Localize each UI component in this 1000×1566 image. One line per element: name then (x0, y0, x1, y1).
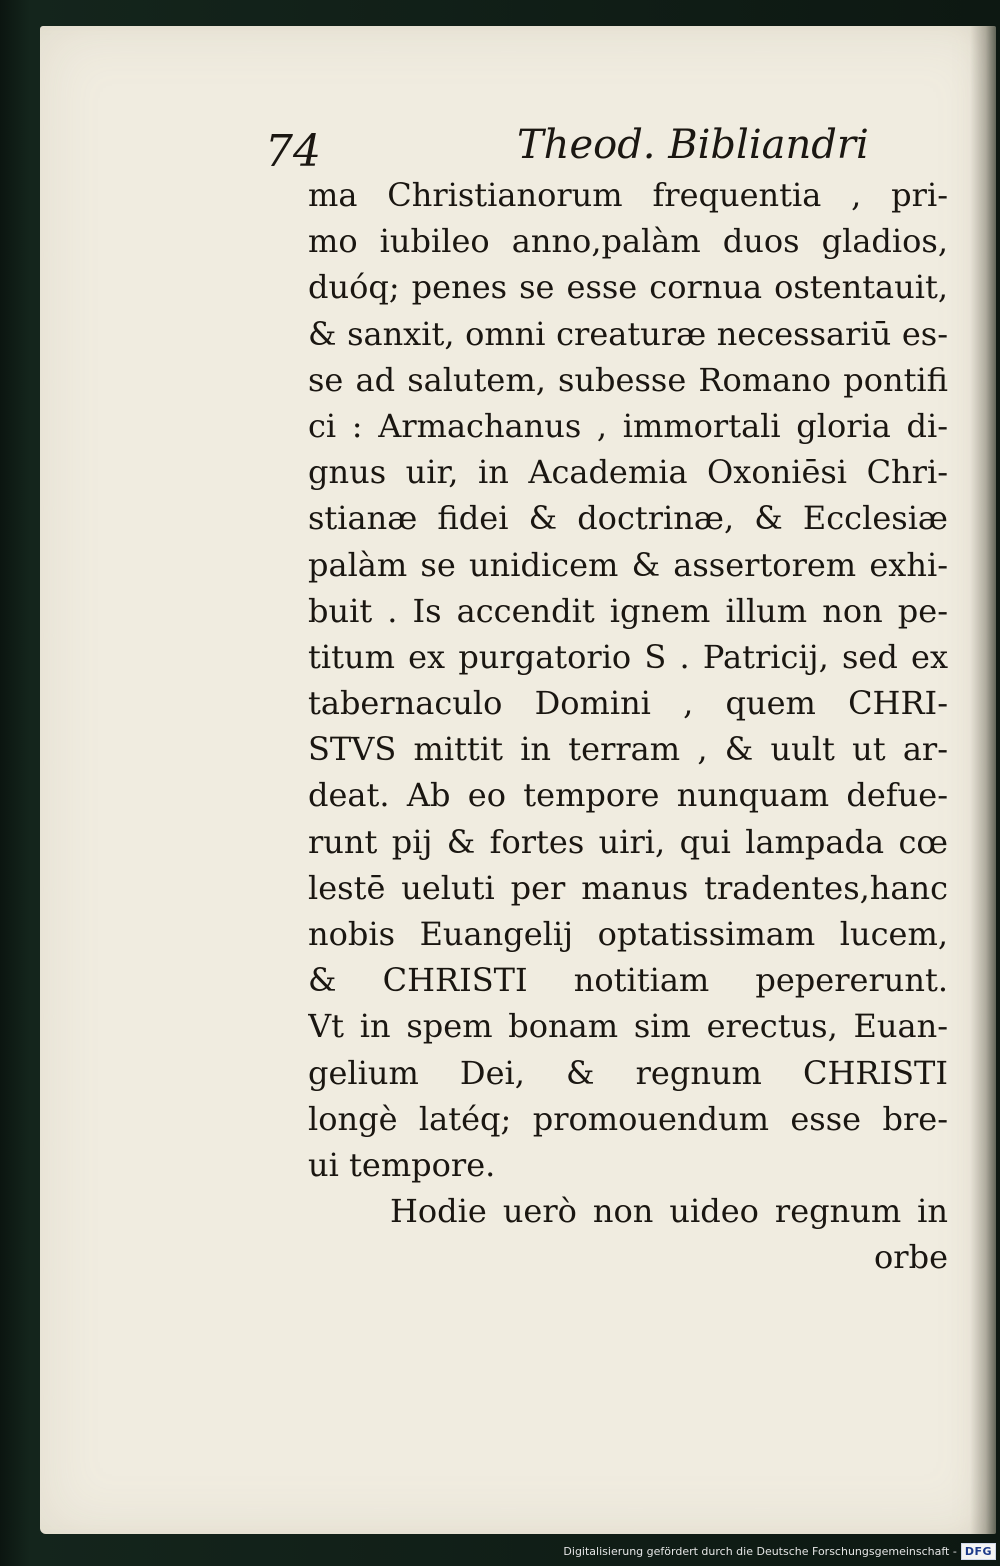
text-line: nobis Euangelij optatissimam lucem, (308, 915, 948, 953)
text-line: ma Christianorum frequentia , pri- (308, 176, 948, 214)
text-line: runt pij & fortes uiri, qui lampada cœ (308, 822, 948, 861)
text-line: buit . Is accendit ignem illum non pe- (308, 591, 948, 630)
text-line: se ad salutem, subesse Romano pontifi (308, 360, 948, 399)
text-line: ui tempore. (308, 1145, 496, 1184)
text-line: tabernaculo Domini , quem CHRI- (308, 684, 948, 723)
text-line: Vt in spem bonam sim erectus, Euan- (308, 1007, 948, 1046)
text-line: palàm se unidicem & assertorem exhi- (308, 545, 948, 584)
text-block (308, 172, 948, 1281)
text-line: duóq; penes se esse cornua ostentauit, (308, 268, 948, 307)
text-line: deat. Ab eo tempore nunquam defue- (308, 776, 948, 815)
dfg-logo-icon: DFG (961, 1543, 996, 1560)
text-line: longè latéq; promouendum esse bre- (308, 1099, 948, 1138)
text-line: STVS mittit in terram , & uult ut ar- (308, 730, 948, 769)
running-head: Theod. Bibliandri (517, 122, 869, 168)
text-line: lestē ueluti per manus tradentes,hanc (308, 868, 948, 907)
funding-credit: Digitalisierung gefördert durch die Deutsche Forschungsgemeinschaft - (563, 1544, 957, 1558)
text-line: ci : Armachanus , immortali gloria di- (308, 406, 948, 445)
text-line: & CHRISTI notitiam pepererunt. (308, 961, 948, 1000)
paragraph-start-line: Hodie uerò non uideo regnum in (390, 1192, 948, 1231)
text-line: & sanxit, omni creaturæ necessariū es- (308, 314, 948, 353)
text-line: gelium Dei, & regnum CHRISTI (308, 1053, 948, 1092)
page-gutter-shadow (970, 26, 996, 1534)
page-number: 74 (265, 126, 321, 177)
text-line: stianæ fidei & doctrinæ, & Ecclesiæ (308, 499, 948, 538)
digitization-footer (563, 1538, 996, 1564)
text-line: mo iubileo anno,palàm duos gladios, (308, 222, 948, 261)
text-line: gnus uir, in Academia Oxoniēsi Chri- (308, 453, 948, 492)
page-header (265, 118, 869, 178)
catchword: orbe (874, 1238, 948, 1277)
text-line: titum ex purgatorio S . Patricij, sed ex (308, 637, 948, 676)
